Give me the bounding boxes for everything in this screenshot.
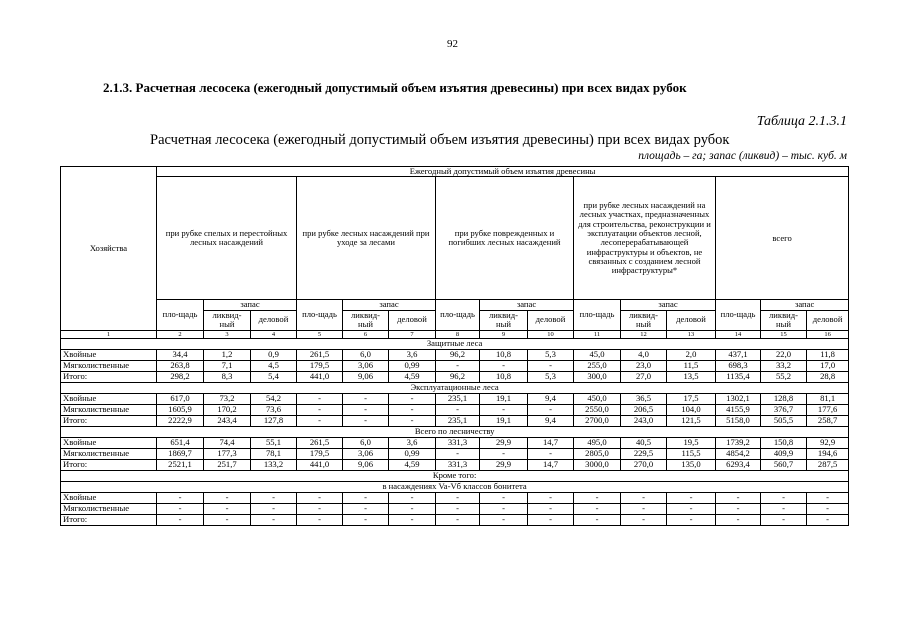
cell-value: 4,59: [389, 459, 436, 470]
cell-value: -: [480, 360, 528, 371]
cell-value: 6,0: [343, 349, 389, 360]
cell-value: 9,06: [343, 371, 389, 382]
cell-value: 104,0: [667, 404, 716, 415]
header-liquid: ликвид-ный: [204, 310, 251, 330]
table-row: [61, 360, 849, 371]
row-label: Итого:: [61, 514, 157, 525]
cell-value: 437,1: [716, 349, 761, 360]
cell-value: 150,8: [761, 437, 807, 448]
cell-value: 450,0: [574, 393, 621, 404]
cell-value: 258,7: [807, 415, 849, 426]
cell-value: 96,2: [436, 349, 480, 360]
cell-value: 5158,0: [716, 415, 761, 426]
cell-value: 3,6: [389, 437, 436, 448]
table-row: [61, 371, 849, 382]
cell-value: 4854,2: [716, 448, 761, 459]
row-label: Мягколиственные: [61, 448, 157, 459]
cell-value: 2700,0: [574, 415, 621, 426]
cell-value: 33,2: [761, 360, 807, 371]
cell-value: 73,2: [204, 393, 251, 404]
cell-value: -: [204, 514, 251, 525]
header-stock: запас: [761, 300, 849, 310]
cell-value: -: [528, 514, 574, 525]
units-note: площадь – га; запас (ликвид) – тыс. куб. м: [638, 150, 847, 162]
header-area: пло-щадь: [157, 300, 204, 330]
cell-value: -: [621, 492, 667, 503]
cell-value: 261,5: [297, 349, 343, 360]
section-heading: 2.1.3. Расчетная лесосека (ежегодный допустимый объем изъятия древесины) при всех видах рубок: [103, 80, 687, 95]
cell-value: 121,5: [667, 415, 716, 426]
cell-value: -: [761, 492, 807, 503]
cell-value: -: [297, 404, 343, 415]
cell-value: 27,0: [621, 371, 667, 382]
cell-value: 11,5: [667, 360, 716, 371]
cell-value: 229,5: [621, 448, 667, 459]
header-stock: запас: [480, 300, 574, 310]
table-row: [61, 492, 849, 503]
header-group-mature: при рубке спелых и перестойных лесных насаждений: [157, 177, 297, 300]
cell-value: -: [204, 492, 251, 503]
column-number: 8: [436, 330, 480, 338]
cell-value: 287,5: [807, 459, 849, 470]
row-label: Итого:: [61, 459, 157, 470]
cell-value: -: [343, 393, 389, 404]
cell-value: -: [297, 415, 343, 426]
cell-value: 251,7: [204, 459, 251, 470]
cell-value: 255,0: [574, 360, 621, 371]
header-area: пло-щадь: [716, 300, 761, 330]
besides-subtitle: в насаждениях Va-Vб классов бонитета: [61, 481, 849, 492]
cell-value: 505,5: [761, 415, 807, 426]
cell-value: 10,8: [480, 371, 528, 382]
cell-value: -: [574, 492, 621, 503]
cell-value: 22,0: [761, 349, 807, 360]
cell-value: -: [343, 404, 389, 415]
cell-value: -: [480, 404, 528, 415]
cell-value: -: [389, 404, 436, 415]
cell-value: 5,4: [251, 371, 297, 382]
header-group-total: всего: [716, 177, 849, 300]
cell-value: 3,06: [343, 448, 389, 459]
cell-value: -: [343, 415, 389, 426]
cell-value: 0,99: [389, 360, 436, 371]
cell-value: 0,9: [251, 349, 297, 360]
header-stock: запас: [621, 300, 716, 310]
cell-value: -: [297, 514, 343, 525]
cell-value: 441,0: [297, 459, 343, 470]
table-row: [61, 503, 849, 514]
cell-value: 560,7: [761, 459, 807, 470]
besides-title: Кроме того:: [61, 470, 849, 481]
cell-value: 9,4: [528, 393, 574, 404]
cell-value: -: [528, 404, 574, 415]
header-liquid: ликвид-ный: [343, 310, 389, 330]
cell-value: -: [251, 503, 297, 514]
cell-value: -: [297, 503, 343, 514]
cell-value: 81,1: [807, 393, 849, 404]
cell-value: 409,9: [761, 448, 807, 459]
column-number: 13: [667, 330, 716, 338]
column-number: 10: [528, 330, 574, 338]
cell-value: 179,5: [297, 360, 343, 371]
column-number: 16: [807, 330, 849, 338]
table-row: [61, 393, 849, 404]
cell-value: 261,5: [297, 437, 343, 448]
page-number: 92: [447, 38, 458, 50]
cell-value: 441,0: [297, 371, 343, 382]
cell-value: 96,2: [436, 371, 480, 382]
cell-value: 14,7: [528, 437, 574, 448]
cell-value: -: [389, 415, 436, 426]
cell-value: -: [761, 514, 807, 525]
cell-value: 263,8: [157, 360, 204, 371]
cell-value: -: [574, 503, 621, 514]
cell-value: 206,5: [621, 404, 667, 415]
header-commercial: деловой: [389, 310, 436, 330]
cell-value: 14,7: [528, 459, 574, 470]
cell-value: 243,0: [621, 415, 667, 426]
cell-value: 235,1: [436, 393, 480, 404]
table-row: [61, 437, 849, 448]
cell-value: -: [436, 503, 480, 514]
header-area: пло-щадь: [574, 300, 621, 330]
cell-value: 194,6: [807, 448, 849, 459]
cell-value: 495,0: [574, 437, 621, 448]
table-title: Расчетная лесосека (ежегодный допустимый объем изъятия древесины) при всех видах рубок: [150, 132, 730, 148]
cell-value: 4,5: [251, 360, 297, 371]
header-group-infrastructure: при рубке лесных насаждений на лесных участках, предназначенных для строительства, реконструкции и эксплуатации объектов лесной, лесоперерабатывающей инфраструктуры и объектов, не связанных с созданием лесной инфраструктуры*: [574, 177, 716, 300]
cell-value: 0,99: [389, 448, 436, 459]
cell-value: -: [157, 514, 204, 525]
row-label: Хвойные: [61, 437, 157, 448]
cell-value: 6,0: [343, 437, 389, 448]
column-number: 4: [251, 330, 297, 338]
cell-value: -: [436, 448, 480, 459]
cell-value: 1869,7: [157, 448, 204, 459]
cell-value: 331,3: [436, 437, 480, 448]
cell-value: 54,2: [251, 393, 297, 404]
cell-value: -: [528, 448, 574, 459]
cell-value: -: [389, 393, 436, 404]
cell-value: 243,4: [204, 415, 251, 426]
cell-value: 331,3: [436, 459, 480, 470]
cell-value: 127,8: [251, 415, 297, 426]
cell-value: -: [480, 448, 528, 459]
column-number: 15: [761, 330, 807, 338]
cell-value: 617,0: [157, 393, 204, 404]
cell-value: 3,06: [343, 360, 389, 371]
cell-value: 3000,0: [574, 459, 621, 470]
cell-value: -: [807, 492, 849, 503]
cell-value: 2550,0: [574, 404, 621, 415]
cell-value: -: [343, 503, 389, 514]
cell-value: 179,5: [297, 448, 343, 459]
cell-value: 1135,4: [716, 371, 761, 382]
cell-value: -: [480, 503, 528, 514]
cell-value: 28,8: [807, 371, 849, 382]
cell-value: 9,06: [343, 459, 389, 470]
header-area: пло-щадь: [436, 300, 480, 330]
cell-value: -: [436, 404, 480, 415]
cell-value: -: [716, 503, 761, 514]
cell-value: 5,3: [528, 349, 574, 360]
cell-value: 4,59: [389, 371, 436, 382]
header-stock: запас: [343, 300, 436, 310]
table-row: [61, 349, 849, 360]
cell-value: 8,3: [204, 371, 251, 382]
cell-value: -: [667, 514, 716, 525]
cell-value: 698,3: [716, 360, 761, 371]
cell-value: 4155,9: [716, 404, 761, 415]
column-number: 5: [297, 330, 343, 338]
cell-value: 10,8: [480, 349, 528, 360]
cell-value: 3,6: [389, 349, 436, 360]
cell-value: -: [807, 503, 849, 514]
column-number: 9: [480, 330, 528, 338]
cell-value: 73,6: [251, 404, 297, 415]
cell-value: 55,1: [251, 437, 297, 448]
row-label: Хвойные: [61, 492, 157, 503]
cell-value: 23,0: [621, 360, 667, 371]
cell-value: 78,1: [251, 448, 297, 459]
cell-value: -: [389, 503, 436, 514]
cell-value: 29,9: [480, 459, 528, 470]
cell-value: 92,9: [807, 437, 849, 448]
cell-value: 55,2: [761, 371, 807, 382]
row-label: Хвойные: [61, 349, 157, 360]
header-group-damaged: при рубке поврежденных и погибших лесных насаждений: [436, 177, 574, 300]
cell-value: 270,0: [621, 459, 667, 470]
cell-value: 19,5: [667, 437, 716, 448]
cell-value: 651,4: [157, 437, 204, 448]
cell-value: 19,1: [480, 415, 528, 426]
header-liquid: ликвид-ный: [761, 310, 807, 330]
cell-value: 17,5: [667, 393, 716, 404]
row-label: Мягколиственные: [61, 503, 157, 514]
header-liquid: ликвид-ный: [480, 310, 528, 330]
row-label: Мягколиственные: [61, 360, 157, 371]
cell-value: -: [297, 492, 343, 503]
cell-value: -: [389, 514, 436, 525]
cell-value: -: [343, 492, 389, 503]
cell-value: -: [389, 492, 436, 503]
cell-value: -: [807, 514, 849, 525]
cell-value: 11,8: [807, 349, 849, 360]
table-row: [61, 448, 849, 459]
cell-value: 2521,1: [157, 459, 204, 470]
cell-value: -: [157, 492, 204, 503]
cell-value: 235,1: [436, 415, 480, 426]
header-commercial: деловой: [807, 310, 849, 330]
row-label: Хвойные: [61, 393, 157, 404]
header-liquid: ликвид-ный: [621, 310, 667, 330]
cell-value: -: [761, 503, 807, 514]
cell-value: 1739,2: [716, 437, 761, 448]
cell-value: 5,3: [528, 371, 574, 382]
cell-value: 19,1: [480, 393, 528, 404]
cell-value: -: [251, 492, 297, 503]
cell-value: -: [574, 514, 621, 525]
section-title: Защитные леса: [61, 338, 849, 349]
table-row: [61, 404, 849, 415]
cell-value: 170,2: [204, 404, 251, 415]
header-commercial: деловой: [251, 310, 297, 330]
column-number: 7: [389, 330, 436, 338]
row-label: Мягколиственные: [61, 404, 157, 415]
header-commercial: деловой: [528, 310, 574, 330]
cell-value: -: [716, 514, 761, 525]
header-stock: запас: [204, 300, 297, 310]
cell-value: 36,5: [621, 393, 667, 404]
cell-value: -: [480, 514, 528, 525]
header-group-thinning: при рубке лесных насаждений при уходе за лесами: [297, 177, 436, 300]
cell-value: 115,5: [667, 448, 716, 459]
cell-value: -: [528, 492, 574, 503]
cell-value: 1,2: [204, 349, 251, 360]
cell-value: 45,0: [574, 349, 621, 360]
cell-value: -: [436, 492, 480, 503]
table-number: Таблица 2.1.3.1: [756, 114, 847, 129]
table-row: [61, 459, 849, 470]
cell-value: 29,9: [480, 437, 528, 448]
cell-value: 34,4: [157, 349, 204, 360]
table-row: [61, 415, 849, 426]
cell-value: -: [297, 393, 343, 404]
cell-value: 376,7: [761, 404, 807, 415]
cell-value: -: [667, 492, 716, 503]
cell-value: 2805,0: [574, 448, 621, 459]
cell-value: 6293,4: [716, 459, 761, 470]
cell-value: -: [621, 503, 667, 514]
cell-value: -: [528, 360, 574, 371]
cell-value: 2222,9: [157, 415, 204, 426]
cell-value: -: [621, 514, 667, 525]
column-number: 14: [716, 330, 761, 338]
allowable-cut-table: [60, 166, 849, 526]
cell-value: -: [667, 503, 716, 514]
cell-value: 128,8: [761, 393, 807, 404]
cell-value: -: [480, 492, 528, 503]
section-title: Всего по лесничеству: [61, 426, 849, 437]
section-title: Эксплуатационные леса: [61, 382, 849, 393]
header-area: пло-щадь: [297, 300, 343, 330]
column-number: 3: [204, 330, 251, 338]
cell-value: -: [436, 360, 480, 371]
table-row: [61, 514, 849, 525]
column-number: 12: [621, 330, 667, 338]
cell-value: 177,3: [204, 448, 251, 459]
cell-value: -: [204, 503, 251, 514]
cell-value: 74,4: [204, 437, 251, 448]
row-label: Итого:: [61, 371, 157, 382]
cell-value: 298,2: [157, 371, 204, 382]
cell-value: 177,6: [807, 404, 849, 415]
cell-value: 7,1: [204, 360, 251, 371]
column-number: 2: [157, 330, 204, 338]
cell-value: 2,0: [667, 349, 716, 360]
column-number: 11: [574, 330, 621, 338]
cell-value: 13,5: [667, 371, 716, 382]
cell-value: 40,5: [621, 437, 667, 448]
cell-value: 4,0: [621, 349, 667, 360]
cell-value: -: [157, 503, 204, 514]
cell-value: 1605,9: [157, 404, 204, 415]
column-number: 6: [343, 330, 389, 338]
row-label: Итого:: [61, 415, 157, 426]
cell-value: 135,0: [667, 459, 716, 470]
cell-value: 17,0: [807, 360, 849, 371]
header-commercial: деловой: [667, 310, 716, 330]
cell-value: 133,2: [251, 459, 297, 470]
cell-value: 1302,1: [716, 393, 761, 404]
cell-value: -: [528, 503, 574, 514]
header-annual: Ежегодный допустимый объем изъятия древесины: [157, 167, 849, 177]
cell-value: -: [436, 514, 480, 525]
cell-value: -: [343, 514, 389, 525]
cell-value: 9,4: [528, 415, 574, 426]
cell-value: -: [716, 492, 761, 503]
cell-value: -: [251, 514, 297, 525]
header-farms: Хозяйства: [61, 167, 157, 331]
cell-value: 300,0: [574, 371, 621, 382]
column-number: 1: [61, 330, 157, 338]
